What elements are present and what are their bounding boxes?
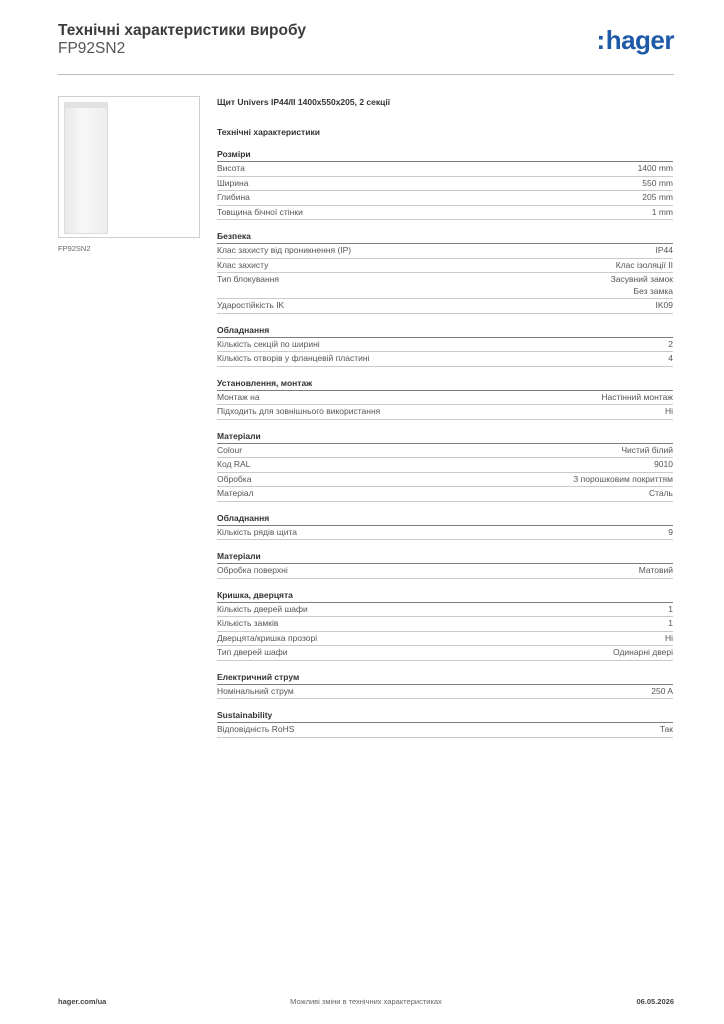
spec-row: [217, 191, 673, 206]
spec-label: Код RAL: [217, 459, 251, 469]
spec-value-line: 1 mm: [651, 206, 673, 217]
spec-value-line: 2: [668, 338, 673, 349]
spec-label: Глибина: [217, 192, 250, 202]
spec-label: Обробка поверхні: [217, 565, 288, 575]
spec-value-line: Так: [659, 724, 673, 734]
spec-section: [217, 324, 673, 367]
spec-value: [668, 527, 673, 539]
section-title: Sustainability: [217, 709, 673, 723]
spec-value-line: 1: [668, 603, 673, 614]
spec-section: [217, 512, 673, 541]
spec-value-line: 4: [668, 353, 673, 363]
spec-value-line: Сталь: [648, 488, 673, 498]
spec-label: Colour: [217, 444, 243, 455]
spec-value-line: Ні: [664, 406, 673, 416]
cabinet-top-edge: [64, 102, 108, 108]
spec-row: [217, 458, 673, 473]
spec-value: [668, 618, 673, 630]
spec-section: [217, 589, 673, 661]
spec-row: [217, 244, 673, 259]
section-title: Матеріали: [217, 430, 673, 444]
spec-value: [652, 207, 673, 219]
hager-logo: :hager: [596, 25, 674, 55]
cabinet-illustration: [64, 102, 108, 234]
spec-row: [217, 405, 673, 420]
spec-row: [217, 162, 673, 177]
spec-value-line: Клас ізоляції II: [615, 259, 673, 270]
spec-value: [651, 686, 673, 698]
spec-label: Підходить для зовнішнього використання: [217, 406, 381, 416]
spec-value-line: 9010: [654, 459, 673, 469]
spec-row: [217, 564, 673, 579]
section-title: Електричний струм: [217, 671, 673, 685]
spec-label: Ширина: [217, 177, 249, 188]
section-title: Розміри: [217, 148, 673, 162]
spec-value: [668, 604, 673, 616]
spec-value: [642, 178, 673, 190]
spec-row: [217, 259, 673, 274]
spec-row: [217, 177, 673, 192]
spec-value: [601, 392, 673, 404]
spec-value-line: 1400 mm: [637, 163, 673, 173]
spec-value: [573, 474, 673, 486]
page-footer: [58, 997, 674, 1009]
spec-sections: [217, 148, 673, 738]
spec-row: [217, 685, 673, 700]
spec-label: Клас захисту від проникнення (IP): [217, 245, 352, 255]
spec-label: Дверцята/кришка прозорі: [217, 632, 318, 643]
spec-value: [656, 245, 674, 257]
spec-label: Номінальний струм: [217, 685, 294, 696]
spec-label: Висота: [217, 163, 245, 173]
spec-value-line: Ні: [664, 632, 673, 643]
spec-value-line: 550 mm: [642, 177, 673, 188]
spec-value-line: Чистий білий: [621, 444, 673, 455]
spec-label: Тип дверей шафи: [217, 647, 288, 657]
header-divider: [58, 74, 674, 75]
page-title: Технічні характеристики виробу: [58, 22, 306, 39]
spec-content: [217, 96, 673, 738]
spec-row: [217, 646, 673, 661]
spec-section: [217, 709, 673, 738]
spec-value: [616, 260, 673, 272]
spec-value: [654, 459, 673, 471]
spec-value-line: 1: [668, 618, 673, 628]
spec-section: [217, 550, 673, 579]
spec-section: [217, 230, 673, 314]
spec-value: [613, 647, 673, 659]
spec-row: [217, 338, 673, 353]
spec-row: [217, 617, 673, 632]
page-header: [58, 22, 674, 74]
spec-value: [656, 300, 674, 312]
spec-label: Кількість дверей шафи: [217, 603, 308, 614]
spec-label: Клас захисту: [217, 259, 269, 270]
spec-section: [217, 430, 673, 502]
spec-label: Кількість отворів у фланцевій пластині: [217, 353, 370, 363]
spec-value: [649, 488, 673, 500]
spec-value-line: 9: [668, 526, 673, 537]
spec-value-line: З порошковим покриттям: [573, 473, 673, 484]
section-title: Обладнання: [217, 324, 673, 338]
footer-website-link[interactable]: hager.com/ua: [58, 997, 107, 1006]
spec-label: Монтаж на: [217, 391, 260, 402]
spec-label: Матеріал: [217, 488, 254, 498]
spec-value-line: IP44: [655, 245, 673, 255]
spec-row: [217, 273, 673, 299]
spec-value: [660, 724, 673, 736]
spec-value: [642, 192, 673, 204]
product-name: Щит Univers IP44/II 1400x550x205, 2 секції: [217, 97, 391, 107]
spec-value: [668, 339, 673, 351]
section-title: Обладнання: [217, 512, 673, 526]
spec-label: Кількість секцій по ширині: [217, 338, 320, 349]
footer-disclaimer: Можливі зміни в технічних характеристиках: [290, 997, 442, 1006]
spec-row: [217, 352, 673, 367]
spec-label: Кількість рядів щита: [217, 526, 297, 537]
section-title: Кришка, дверцята: [217, 589, 673, 603]
spec-row: [217, 632, 673, 647]
spec-value: [621, 445, 673, 457]
spec-value: [665, 406, 673, 418]
spec-section: [217, 671, 673, 700]
spec-row: [217, 473, 673, 488]
spec-value-line: Настінний монтаж: [601, 391, 673, 402]
spec-row: [217, 299, 673, 314]
spec-row: [217, 603, 673, 618]
spec-label: Кількість замків: [217, 618, 279, 628]
spec-value-line: Одинарні двері: [613, 647, 673, 657]
spec-heading: Технічні характеристики: [217, 127, 320, 137]
spec-value-line: Без замка: [633, 285, 673, 296]
product-image: [58, 96, 200, 238]
section-title: Безпека: [217, 230, 673, 244]
footer-date: 06.05.2026: [636, 997, 674, 1006]
spec-value: [639, 565, 673, 577]
spec-section: [217, 148, 673, 220]
spec-row: [217, 487, 673, 502]
image-caption: FP92SN2: [58, 244, 91, 253]
spec-label: Тип блокування: [217, 274, 280, 284]
spec-label: Обробка: [217, 473, 252, 484]
product-code: FP92SN2: [58, 40, 126, 57]
spec-row: [217, 723, 673, 738]
spec-label: Товщина бічної стінки: [217, 206, 303, 217]
spec-label: Ударостійкість IK: [217, 300, 285, 310]
spec-row: [217, 391, 673, 406]
section-title: Установлення, монтаж: [217, 377, 673, 391]
spec-row: [217, 444, 673, 459]
spec-value-line: 205 mm: [642, 192, 673, 202]
logo-text: hager: [605, 25, 674, 55]
spec-value-line: Засувний замок: [610, 274, 673, 284]
spec-value: [611, 274, 673, 297]
spec-section: [217, 377, 673, 420]
spec-value: [668, 353, 673, 365]
section-title: Матеріали: [217, 550, 673, 564]
spec-value: [665, 633, 673, 645]
spec-value: [638, 163, 673, 175]
spec-value-line: Матовий: [638, 565, 673, 575]
spec-value-line: IK09: [655, 300, 673, 310]
spec-value-line: 250 A: [651, 685, 673, 696]
spec-row: [217, 206, 673, 221]
spec-label: Відповідність RoHS: [217, 724, 295, 734]
spec-row: [217, 526, 673, 541]
